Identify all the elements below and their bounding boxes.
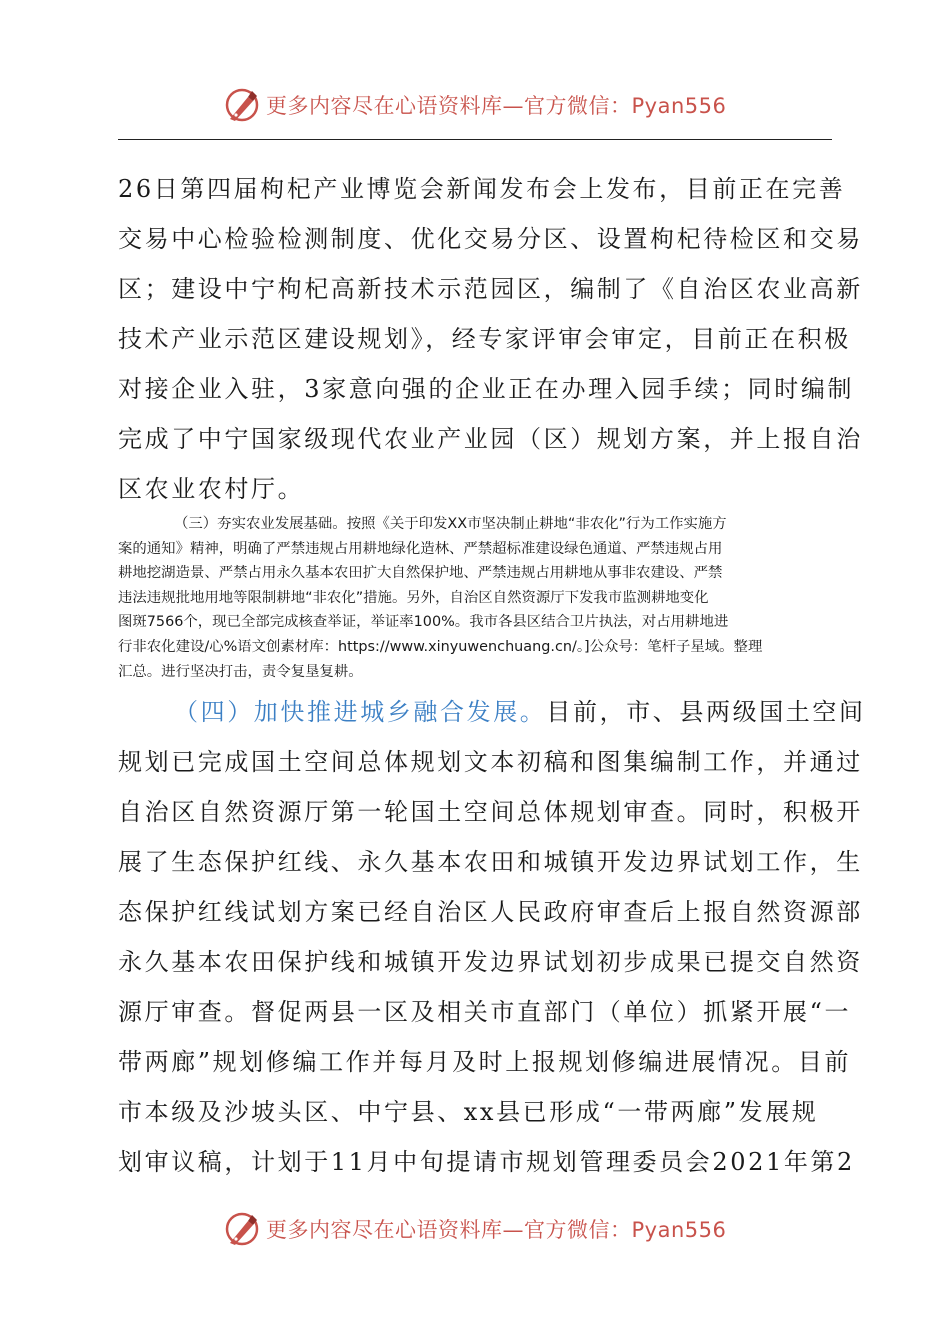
wechat-id: Pyan556	[631, 94, 727, 118]
header-banner	[222, 82, 726, 128]
pen-nib-logo-icon	[222, 1209, 262, 1249]
heading-line-rest: 目前，市、县两级国土空间	[546, 698, 866, 726]
text-line: 带两廊”规划修编工作并每月及时上报规划修编进展情况。目前	[118, 1048, 852, 1076]
text-line: 技术产业示范区建设规划》，经专家评审会审定，目前正在积极	[118, 325, 851, 353]
text-line: 完成了中宁国家级现代农业产业园（区）规划方案，并上报自治	[118, 425, 863, 453]
text-line: 展了生态保护红线、永久基本农田和城镇开发边界试划工作，生	[118, 848, 863, 876]
text-line: 永久基本农田保护线和城镇开发边界试划初步成果已提交自然资	[118, 948, 863, 976]
small-print-paragraph	[118, 512, 832, 684]
text-line: 26日第四届枸杞产业博览会新闻发布会上发布，目前正在完善	[118, 175, 846, 203]
banner-text: 更多内容尽在心语资料库—官方微信：Pyan556	[266, 94, 727, 118]
text-line: 汇总。进行坚决打击，责令复垦复耕。	[118, 663, 363, 680]
text-line: 划审议稿，计划于11月中旬提请市规划管理委员会2021年第2	[118, 1148, 855, 1176]
text-line: 区；建设中宁枸杞高新技术示范园区，编制了《自治区农业高新	[118, 275, 863, 303]
body-paragraph-top	[118, 164, 863, 514]
text-line: 行非农化建设/心%语文创素材库：https://www.xinyuwenchuang.cn/。]公众号：笔杆子星域。整理	[118, 638, 763, 655]
text-line: 自治区自然资源厅第一轮国土空间总体规划审查。同时，积极开	[118, 798, 863, 826]
section-heading: （四）加快推进城乡融合发展。	[174, 698, 547, 726]
text-line: （三）夯实农业发展基础。按照《关于印发XX市坚决制止耕地“非农化”行为工作实施方	[174, 516, 727, 532]
text-line: 对接企业入驻，3家意向强的企业正在办理入园手续；同时编制	[118, 375, 855, 403]
footer-banner	[222, 1206, 726, 1252]
body-paragraph-bottom	[118, 687, 866, 1187]
text-line: 规划已完成国土空间总体规划文本初稿和图集编制工作，并通过	[118, 748, 863, 776]
wechat-id: Pyan556	[631, 1218, 727, 1242]
text-line: 态保护红线试划方案已经自治区人民政府审查后上报自然资源部	[118, 898, 863, 926]
banner-text: 更多内容尽在心语资料库—官方微信：Pyan556	[266, 1218, 727, 1242]
text-line	[118, 687, 866, 737]
text-line: 源厅审查。督促两县一区及相关市直部门（单位）抓紧开展“一	[118, 998, 852, 1026]
text-line: 交易中心检验检测制度、优化交易分区、设置枸杞待检区和交易	[118, 225, 863, 253]
pen-nib-logo-icon	[222, 85, 262, 125]
header-divider	[118, 139, 832, 140]
text-line: 案的通知》精神，明确了严禁违规占用耕地绿化造林、严禁超标准建设绿色通道、严禁违规占用	[118, 540, 723, 557]
text-line: 图斑7566个，现已全部完成核查举证，举证率100%。我市各县区结合卫片执法，对占用耕地进	[118, 614, 729, 631]
text-line: 违法违规批地用地等限制耕地“非农化”措施。另外，自治区自然资源厅下发我市监测耕地变化	[118, 589, 709, 606]
text-line: 耕地挖湖造景、严禁占用永久基本农田扩大自然保护地、严禁违规占用耕地从事非农建设、严禁	[118, 565, 723, 582]
text-line: 市本级及沙坡头区、中宁县、xx县已形成“一带两廊”发展规	[118, 1098, 819, 1126]
text-line: 区农业农村厅。	[118, 475, 305, 503]
